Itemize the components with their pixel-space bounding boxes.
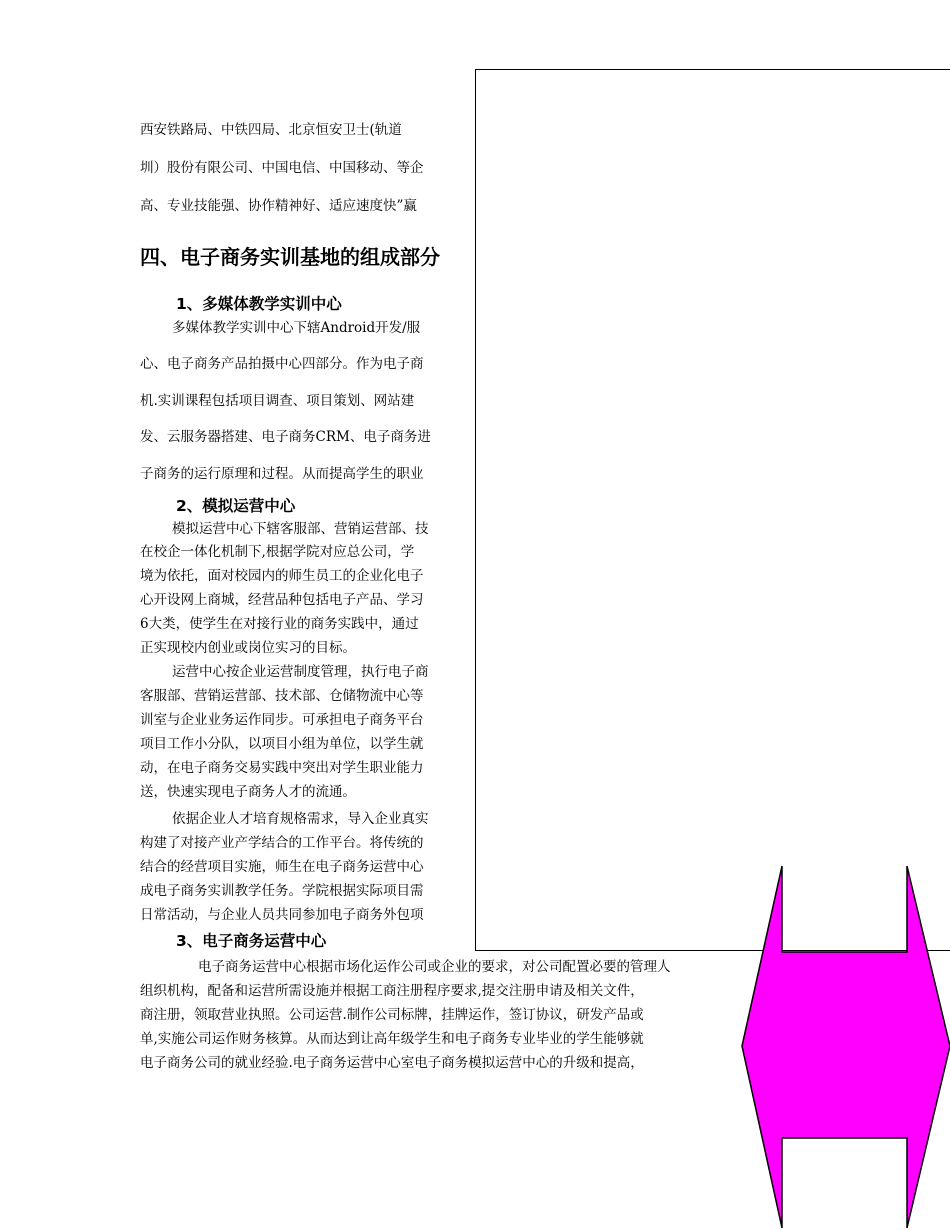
- sub1-heading: 1、多媒体教学实训中心: [176, 295, 342, 313]
- sub2-p1-line-3: 境为依托，面对校园内的师生员工的企业化电子: [140, 568, 424, 584]
- sub1-line-1: 多媒体教学实训中心下辖Android开发/服: [172, 320, 421, 336]
- intro-line-3: 高、专业技能强、协作精神好、适应速度快”赢: [140, 198, 417, 214]
- sub2-p1-line-5: 6大类，使学生在对接行业的商务实践中，通过: [140, 616, 419, 632]
- sub2-heading: 2、模拟运营中心: [176, 497, 296, 515]
- sub2-p1-line-2: 在校企一体化机制下,根据学院对应总公司，学: [140, 544, 415, 560]
- sub1-line-3: 机.实训课程包括项目调查、项目策划、网站建: [140, 393, 415, 409]
- sub3-heading: 3、电子商务运营中心: [176, 932, 327, 950]
- section-4-heading: 四、电子商务实训基地的组成部分: [140, 245, 440, 269]
- intro-line-1: 西安铁路局、中铁四局、北京恒安卫士(轨道: [140, 122, 402, 138]
- sub2-p3-line-2: 构建了对接产业产学结合的工作平台。将传统的: [140, 835, 424, 851]
- sub2-p1-line-1: 模拟运营中心下辖客服部、营销运营部、技: [172, 521, 429, 537]
- sub3-line-3: 商注册，领取营业执照。公司运营.制作公司标牌，挂牌运作，签订协议，研发产品或: [140, 1007, 644, 1023]
- sub2-p1-line-6: 正实现校内创业或岗位实习的目标。: [140, 640, 356, 656]
- sub2-p2-line-4: 项目工作小分队，以项目小组为单位，以学生就: [140, 736, 424, 752]
- sub3-line-4: 单,实施公司运作财务核算。从而达到让高年级学生和电子商务专业毕业的学生能够就: [140, 1031, 644, 1047]
- sub2-p3-line-3: 结合的经营项目实施，师生在电子商务运营中心: [140, 859, 424, 875]
- sub3-line-5: 电子商务公司的就业经验.电子商务运营中心室电子商务模拟运营中心的升级和提高，: [140, 1055, 644, 1071]
- sub2-p2-line-6: 送，快速实现电子商务人才的流通。: [140, 784, 356, 800]
- sub2-p3-line-5: 日常活动，与企业人员共同参加电子商务外包项: [140, 907, 424, 923]
- sub3-line-2: 组织机构，配备和运营所需设施并根据工商注册程序要求,提交注册申请及相关文件，: [140, 983, 644, 999]
- sub3-line-1: 电子商务运营中心根据市场化运作公司或企业的要求，对公司配置必要的管理人: [198, 959, 671, 975]
- sub1-line-2: 心、电子商务产品拍摄中心四部分。作为电子商: [140, 356, 424, 372]
- sub2-p3-line-4: 成电子商务实训教学任务。学院根据实际项目需: [140, 883, 424, 899]
- sub2-p2-line-1: 运营中心按企业运营制度管理，执行电子商: [172, 664, 429, 680]
- sub2-p2-line-3: 训室与企业业务运作同步。可承担电子商务平台: [140, 712, 424, 728]
- up-down-arrow-polygon: [742, 866, 950, 1228]
- sub1-line-5: 子商务的运行原理和过程。从而提高学生的职业: [140, 466, 424, 482]
- sub2-p1-line-4: 心开设网上商城，经营品种包括电子产品、学习: [140, 592, 424, 608]
- sub1-line-4: 发、云服务器搭建、电子商务CRM、电子商务进: [140, 429, 431, 445]
- sub2-p2-line-2: 客服部、营销运营部、技术部、仓储物流中心等: [140, 688, 424, 704]
- intro-line-2: 圳）股份有限公司、中国电信、中国移动、等企: [140, 160, 424, 176]
- sub2-p2-line-5: 动，在电子商务交易实践中突出对学生职业能力: [140, 760, 424, 776]
- sub2-p3-line-1: 依据企业人才培育规格需求，导入企业真实: [172, 811, 429, 827]
